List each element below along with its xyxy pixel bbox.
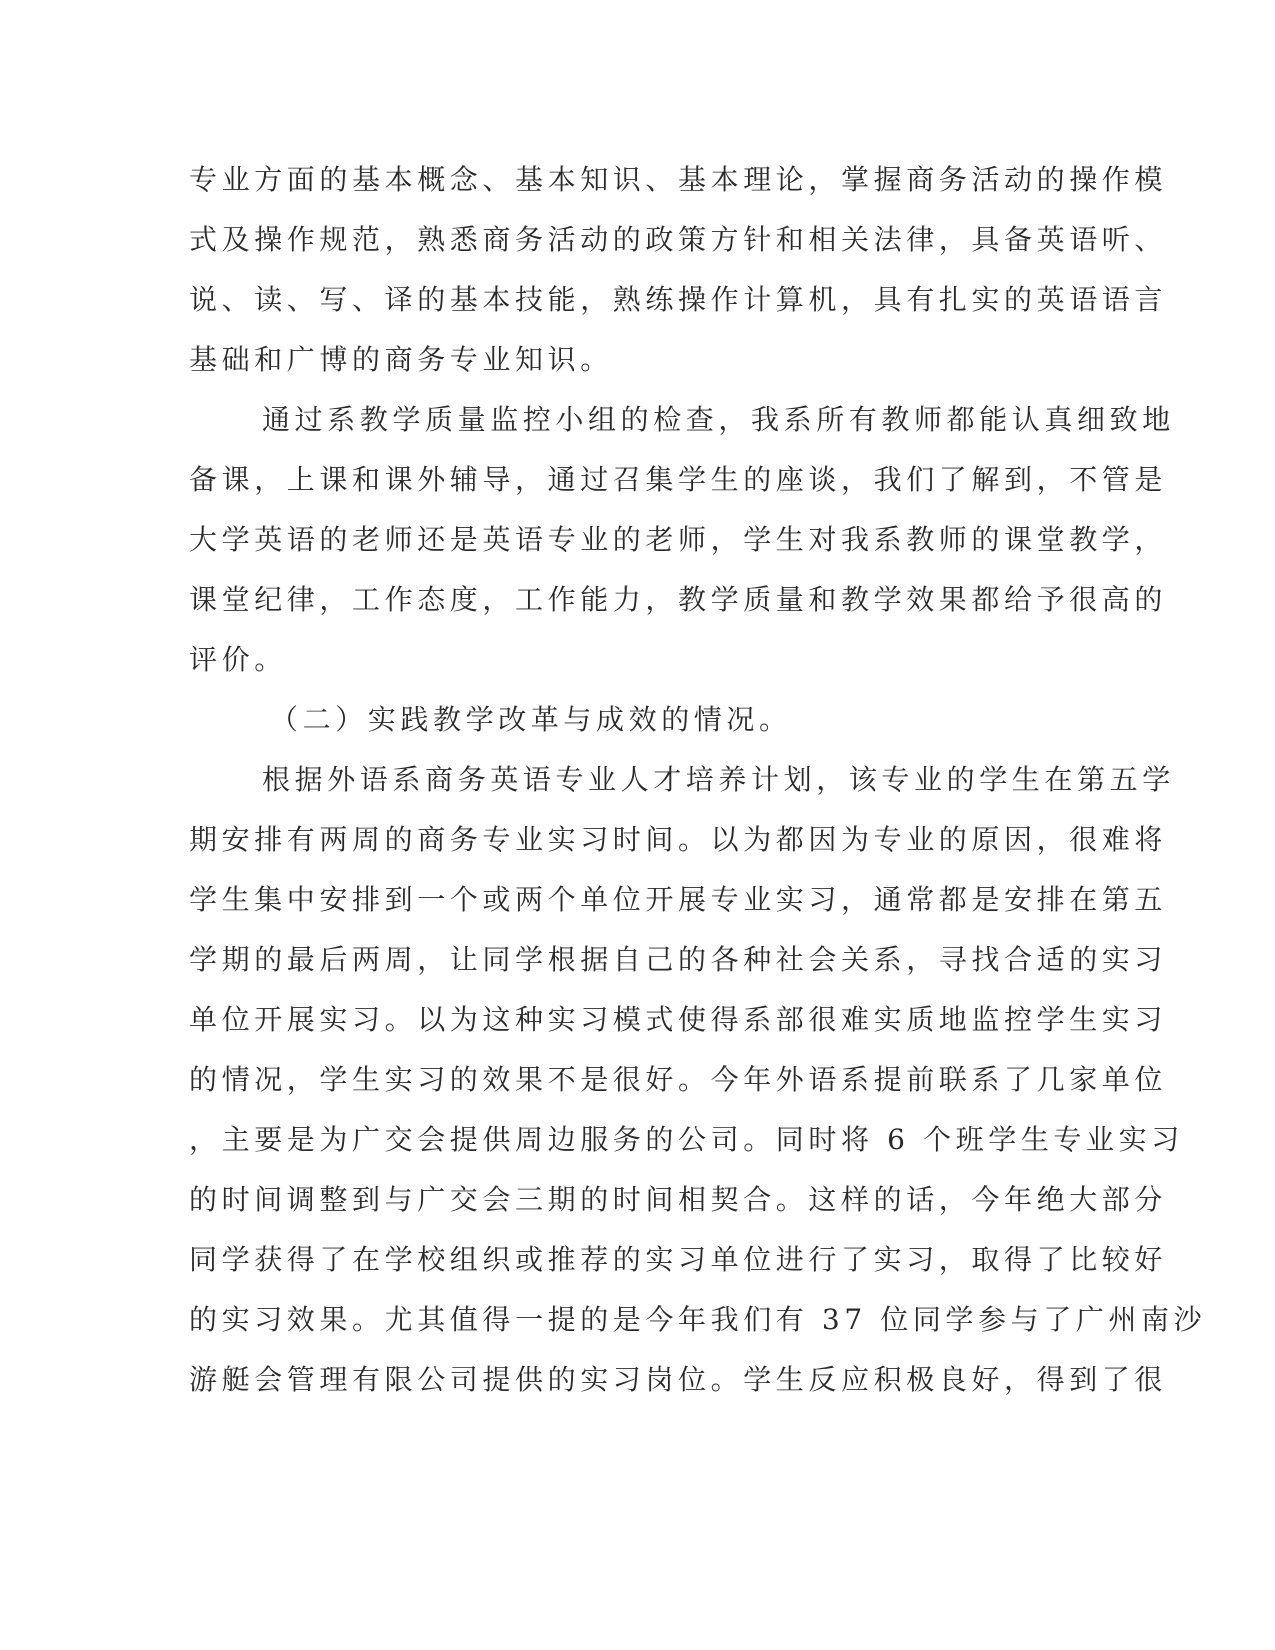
text-line-1: 专业方面的基本概念、基本知识、基本理论，掌握商务活动的操作模 (189, 163, 1168, 196)
text-line-11: 根据外语系商务英语专业人才培养计划，该专业的学生在第五学 (262, 763, 1175, 796)
text-line-20: 的实习效果。尤其值得一提的是今年我们有 37 位同学参与了广州南沙 (189, 1303, 1207, 1336)
text-line-7: 大学英语的老师还是英语专业的老师，学生对我系教师的课堂教学， (189, 523, 1168, 556)
text-line-6: 备课，上课和课外辅导，通过召集学生的座谈，我们了解到，不管是 (189, 463, 1168, 496)
text-line-13: 学生集中安排到一个或两个单位开展专业实习，通常都是安排在第五 (189, 883, 1168, 916)
text-line-18: 的时间调整到与广交会三期的时间相契合。这样的话，今年绝大部分 (189, 1183, 1168, 1216)
text-line-2: 式及操作规范，熟悉商务活动的政策方针和相关法律，具备英语听、 (189, 223, 1168, 256)
text-line-8: 课堂纪律，工作态度，工作能力，教学质量和教学效果都给予很高的 (189, 583, 1168, 616)
text-line-21: 游艇会管理有限公司提供的实习岗位。学生反应积极良好，得到了很 (189, 1363, 1168, 1396)
text-line-15: 单位开展实习。以为这种实习模式使得系部很难实质地监控学生实习 (189, 1003, 1168, 1036)
text-line-4: 基础和广博的商务专业知识。 (189, 343, 613, 376)
text-line-16: 的情况，学生实习的效果不是很好。今年外语系提前联系了几家单位 (189, 1063, 1168, 1096)
text-line-17: ，主要是为广交会提供周边服务的公司。同时将 6 个班学生专业实习 (189, 1123, 1184, 1156)
text-line-3: 说、读、写、译的基本技能，熟练操作计算机，具有扎实的英语语言 (189, 283, 1168, 316)
section-heading: （二）实践教学改革与成效的情况。 (270, 703, 792, 736)
text-line-19: 同学获得了在学校组织或推荐的实习单位进行了实习，取得了比较好 (189, 1243, 1168, 1276)
text-line-12: 期安排有两周的商务专业实习时间。以为都因为专业的原因，很难将 (189, 823, 1168, 856)
text-line-9: 评价。 (189, 643, 287, 676)
text-line-5: 通过系教学质量监控小组的检查，我系所有教师都能认真细致地 (262, 403, 1175, 436)
text-line-14: 学期的最后两周，让同学根据自己的各种社会关系，寻找合适的实习 (189, 943, 1168, 976)
